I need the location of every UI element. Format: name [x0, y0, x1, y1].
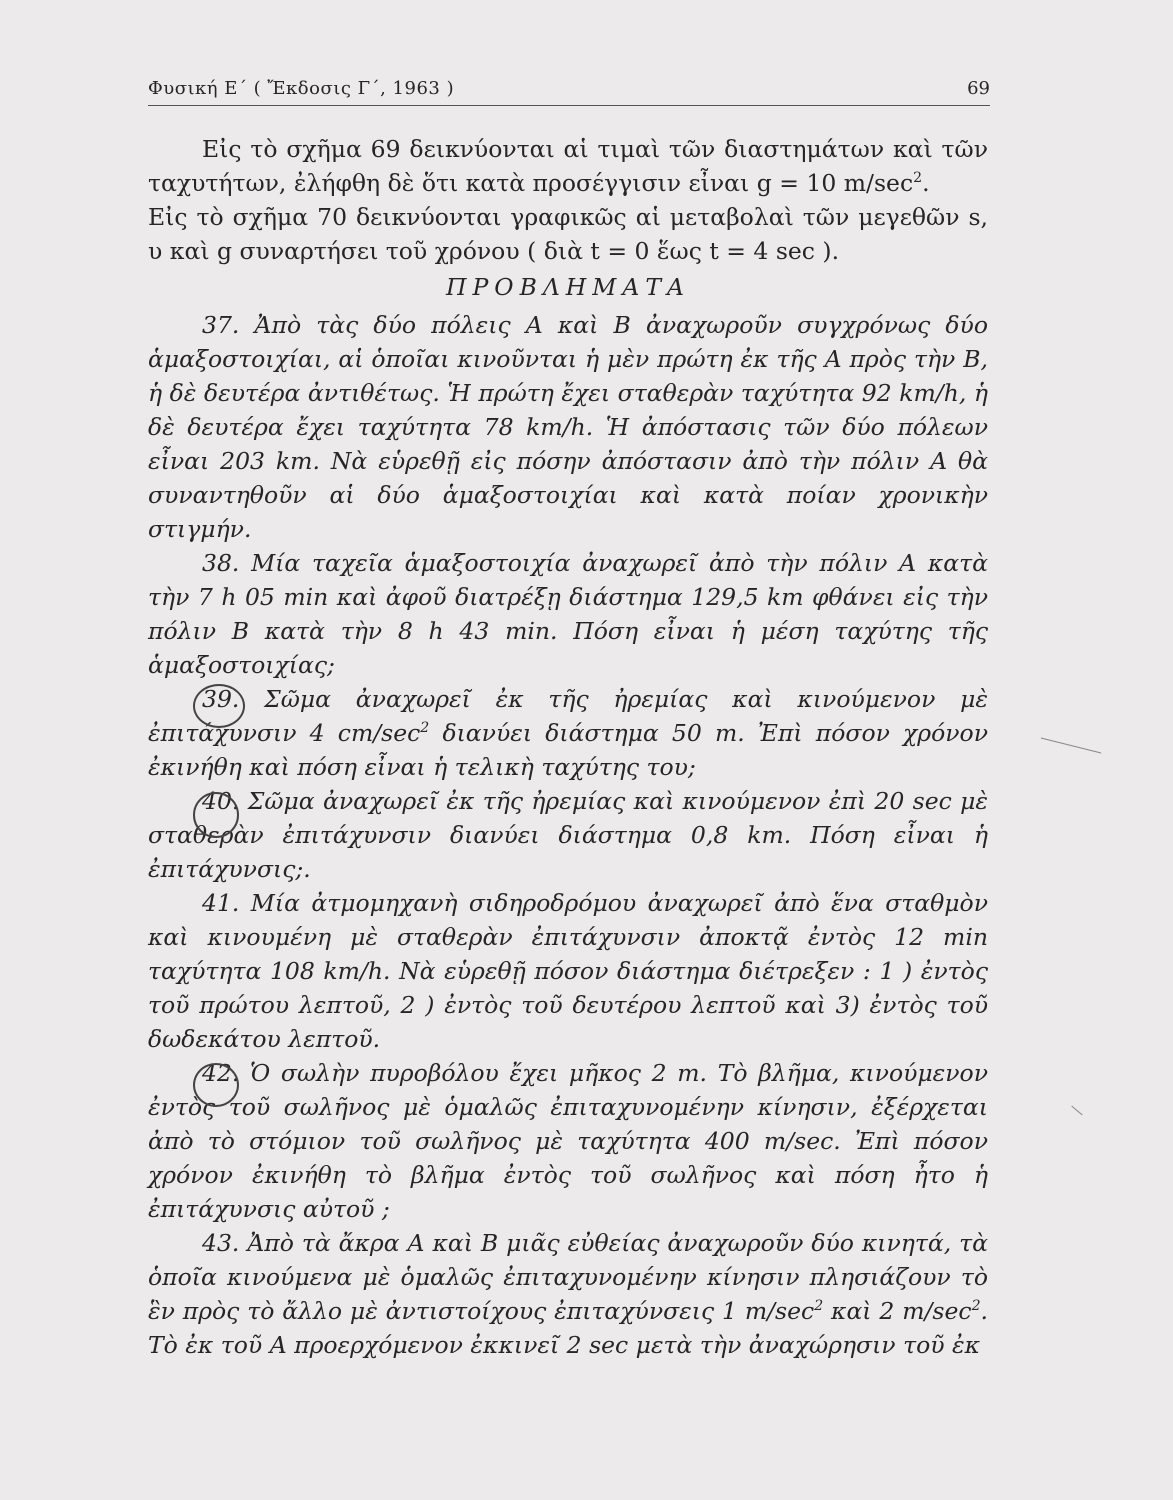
problem-43-sup-1: 2: [814, 1298, 824, 1315]
page-header: [148, 70, 990, 106]
problem-39-sup: 2: [420, 720, 430, 737]
problem-43-text-b: καὶ 2 m/sec: [823, 1297, 972, 1325]
problem-43: [148, 1226, 988, 1362]
problem-37: 37. Ἀπὸ τὰς δύο πόλεις Α καὶ Β ἀναχωροῦν συγχρόνως δύο ἁμαξοστοιχίαι, αἱ ὁποῖαι κινοῦνται ἡ μὲν πρώτη ἐκ τῆς Α πρὸς τὴν Β, ἡ δὲ δευτέρα ἀντιθέτως. Ἡ πρώτη ἔχει σταθερὰν ταχύτητα 92 km/h, ἡ δὲ δευτέρα ἔχει ταχύτητα 78 km/h. Ἡ ἀπόστασις τῶν δύο πόλεων εἶναι 203 km. Νὰ εὑρεθῇ εἰς πόσην ἀπόστασιν ἀπὸ τὴν πόλιν Α θὰ συναντηθοῦν αἱ δύο ἁμαξοστοιχίαι καὶ κατὰ ποίαν χρονικὴν στιγμήν.: [148, 311, 988, 543]
problem-38: 38. Μία ταχεῖα ἁμαξοστοιχία ἀναχωρεῖ ἀπὸ τὴν πόλιν Α κατὰ τὴν 7 h 05 min καὶ ἀφοῦ διατρέξῃ διάστημα 129,5 km φθάνει εἰς τὴν πόλιν Β κατὰ τὴν 8 h 43 min. Πόση εἶναι ἡ μέση ταχύτης τῆς ἁμαξοστοιχίας;: [148, 549, 988, 679]
margin-pencil-mark: [1071, 1106, 1082, 1116]
problem-39-text-a: 39. Σῶμα ἀναχωρεῖ ἐκ τῆς ἠρεμίας καὶ κινούμενον μὲ ἐπιτάχυνσιν 4 cm/sec: [148, 685, 988, 747]
page-number: 69: [967, 78, 990, 99]
problem-41: 41. Μία ἀτμομηχανὴ σιδηροδρόμου ἀναχωρεῖ ἀπὸ ἕνα σταθμὸν καὶ κινουμένη μὲ σταθερὰν ἐπιτάχυνσιν ἀποκτᾷ ἐντὸς 12 min ταχύτητα 108 km/h. Νὰ εὑρεθῇ πόσον διάστημα διέτρεξεν : 1 ) ἐντὸς τοῦ πρώτου λεπτοῦ, 2 ) ἐντὸς τοῦ δευτέρου λεπτοῦ καὶ 3) ἐντὸς τοῦ δωδεκάτου λεπτοῦ.: [148, 889, 988, 1053]
intro-paragraph-2: Εἰς τὸ σχῆμα 70 δεικνύονται γραφικῶς αἱ μεταβολαὶ τῶν μεγεθῶν s, υ καὶ g συναρτήσει τοῦ χρόνου ( διὰ t = 0 ἕως t = 4 sec ).: [148, 203, 988, 265]
problem-43-sup-2: 2: [971, 1298, 981, 1315]
problem-43-text-c: . Τὸ ἐκ τοῦ Α προερχόμενον ἐκκινεῖ 2 sec μετὰ τὴν ἀναχώρησιν τοῦ ἐκ: [148, 1297, 989, 1359]
section-heading: ΠΡΟΒΛΗΜΑΤΑ: [446, 273, 690, 301]
header-rule: [148, 105, 990, 106]
intro-paragraph-1: [148, 132, 988, 200]
problem-39-text-b: διανύει διάστημα 50 m. Ἐπὶ πόσον χρόνον ἐκινήθη καὶ πόση εἶναι ἡ τελικὴ ταχύτης του;: [148, 719, 988, 781]
problem-42: 42. Ὁ σωλὴν πυροβόλου ἔχει μῆκος 2 m. Τὸ βλῆμα, κινούμενον ἐντὸς τοῦ σωλῆνος μὲ ὁμαλῶς ἐπιταχυνομένην κίνησιν, ἐξέρχεται ἀπὸ τὸ στόμιον τοῦ σωλῆνος μὲ ταχύτητα 400 m/sec. Ἐπὶ πόσον χρόνον ἐκινήθη τὸ βλῆμα ἐντὸς τοῦ σωλῆνος καὶ πόση ἦτο ἡ ἐπιτάχυνσις αὐτοῦ ;: [148, 1059, 988, 1223]
margin-pencil-mark: [1041, 738, 1101, 754]
intro-text-1b: .: [922, 169, 930, 197]
problem-39: [148, 682, 988, 784]
intro-text-1a: Εἰς τὸ σχῆμα 69 δεικνύονται αἱ τιμαὶ τῶν διαστημάτων καὶ τῶν ταχυτήτων, ἐλήφθη δὲ ὅτι κατὰ προσέγγισιν εἶναι g = 10 m/sec: [148, 135, 988, 197]
page-body: [148, 132, 988, 1362]
intro-sup: 2: [913, 170, 923, 187]
header-title: Φυσική Ε΄ ( Ἔκδοσις Γ΄, 1963 ): [148, 78, 455, 99]
problem-40: 40. Σῶμα ἀναχωρεῖ ἐκ τῆς ἠρεμίας καὶ κινούμενον ἐπὶ 20 sec μὲ σταθερὰν ἐπιτάχυνσιν διανύει διάστημα 0,8 km. Πόση εἶναι ἡ ἐπιτάχυνσις;.: [148, 787, 988, 883]
problem-43-text-a: 43. Ἀπὸ τὰ ἄκρα Α καὶ Β μιᾶς εὐθείας ἀναχωροῦν δύο κινητά, τὰ ὁποῖα κινούμενα μὲ ὁμαλῶς ἐπιταχυνομένην κίνησιν πλησιάζουν τὸ ἓν πρὸς τὸ ἄλλο μὲ ἀντιστοίχους ἐπιταχύνσεις 1 m/sec: [148, 1229, 988, 1325]
